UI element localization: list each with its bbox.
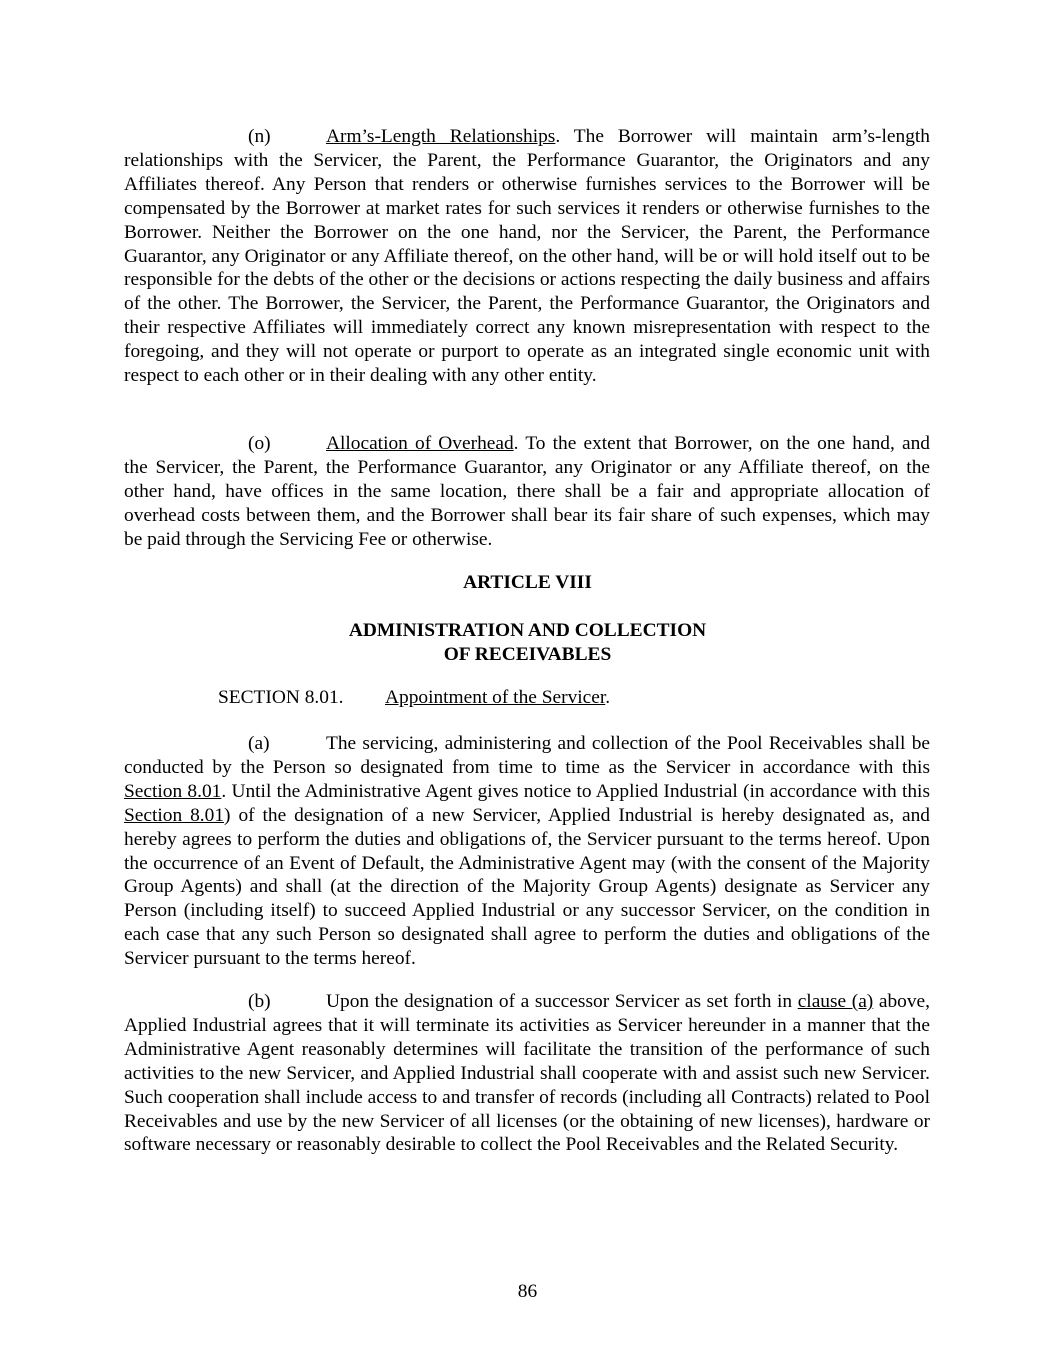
section-title-end: . [605, 687, 611, 708]
paragraph-a-text-2: . Until the Administrative Agent gives notice to Applied Industrial (in accordance with this [221, 780, 930, 802]
paragraph-a-text-1: The servicing, administering and collection of the Pool Receivables shall be conducted by the Person so designated from time to time as the Servicer in accordance with this [124, 733, 930, 778]
paragraph-n-label: (n) [248, 126, 271, 147]
section-reference: Section 8.01 [124, 804, 225, 826]
paragraph-o [124, 432, 930, 552]
paragraph-o-text: . To the extent that Borrower, on the one hand, and the Servicer, the Parent, the Performance Guarantor, any Originator or any Affiliate thereof, on the other hand, have offices in the same location, there shall be a fair and appropriate allocation of overhead costs between them, and the Borrower shall bear its fair share of such expenses, which may be paid through the Servicing Fee or otherwise. [124, 433, 930, 550]
article-title-line-1: ADMINISTRATION AND COLLECTION [348, 620, 707, 641]
paragraph-o-label: (o) [248, 433, 271, 454]
paragraph-b-text-1: Upon the designation of a successor Servicer as set forth in [326, 991, 798, 1012]
paragraph-a [124, 732, 930, 971]
paragraph-o-title: Allocation of Overhead [326, 433, 514, 454]
clause-reference: clause (a) [797, 991, 874, 1012]
paragraph-a-label: (a) [248, 733, 270, 754]
paragraph-b-text-2: above, Applied Industrial agrees that it will terminate its activities as Servicer hereunder in a manner that the Administrative Agent reasonably determines will facilitate the transition of the performance of such activities to the new Servicer, and Applied Industrial shall cooperate with and assist such new Servicer. Such cooperation shall include access to and transfer of records (including all Contracts) related to Pool Receivables and use by the new Servicer of all licenses (or the obtaining of new licenses), hardware or software necessary or reasonably desirable to collect the Pool Receivables and the Related Security. [124, 991, 930, 1156]
section-heading [218, 686, 610, 710]
paragraph-n-text: . The Borrower will maintain arm’s-length relationships with the Servicer, the Parent, the Performance Guarantor, the Originators and any Affiliates thereof. Any Person that renders or otherwise furnishes services to the Borrower will be compensated by the Borrower at market rates for such services it renders or otherwise furnishes to the Borrower. Neither the Borrower on the one hand, nor the Servicer, the Parent, the Performance Guarantor, any Originator or any Affiliate thereof, on the other hand, will be or will hold itself out to be responsible for the debts of the other or the decisions or actions respecting the daily business and affairs of the other. The Borrower, the Servicer, the Parent, the Performance Guarantor, the Originators and their respective Affiliates will immediately correct any known misrepresentation with respect to the foregoing, and they will not operate or purport to operate as an integrated single economic unit with respect to each other or in their dealing with any other entity. [124, 126, 930, 387]
page-number: 86 [517, 1281, 538, 1302]
section-reference: Section 8.01 [124, 780, 222, 802]
paragraph-a-text-3: ) of the designation of a new Servicer, Applied Industrial is hereby designated as, and hereby agrees to perform the duties and obligations of, the Servicer pursuant to the terms hereof. Upon the occurrence of an Event of Default, the Administrative Agent may (with the consent of the Majority Group Agents) and shall (at the direction of the Majority Group Agents) designate as Servicer any Person (including itself) to succeed Applied Industrial or any successor Servicer, on the condition in each case that any such Person so designated shall agree to perform the duties and obligations of the Servicer pursuant to the terms hereof. [124, 804, 930, 970]
paragraph-b [124, 990, 930, 1157]
article-number: ARTICLE VIII [463, 572, 592, 593]
paragraph-b-label: (b) [248, 991, 271, 1012]
article-title-line-2: OF RECEIVABLES [443, 644, 612, 665]
section-title: Appointment of the Servicer [385, 687, 606, 708]
paragraph-n [124, 125, 930, 388]
section-number: SECTION 8.01. [218, 687, 344, 708]
paragraph-n-title: Arm’s-Length Relationships [326, 126, 556, 147]
